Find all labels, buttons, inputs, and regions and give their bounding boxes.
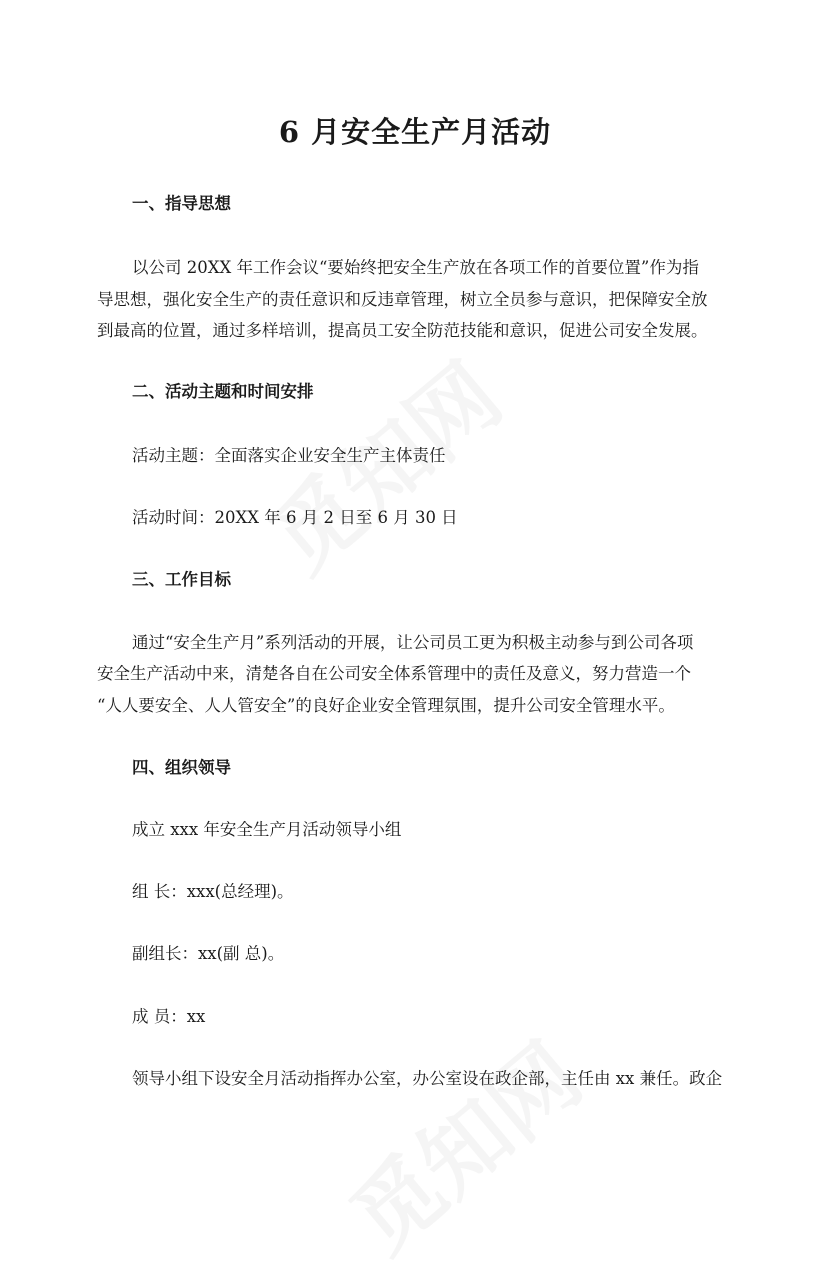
document-title: 6 月安全生产月活动 [278,115,552,149]
paragraph-line: 到最高的位置，通过多样培训，提高员工安全防范技能和意识，促进公司安全发展。 [97,321,708,340]
section-heading-guiding-ideology: 一、指导思想 [132,194,231,213]
activity-time: 活动时间：20XX 年 6 月 2 日至 6 月 30 日 [132,508,458,527]
paragraph-line: 导思想，强化安全生产的责任意识和反违章管理，树立全员参与意识，把保障安全放 [97,290,708,309]
group-members: 成 员：xx [132,1007,206,1026]
paragraph-line: 通过“安全生产月”系列活动的开展，让公司员工更为积极主动参与到公司各项 [132,633,694,652]
paragraph-line: 以公司 20XX 年工作会议“要始终把安全生产放在各项工作的首要位置”作为指 [132,258,699,277]
section-heading-work-goals: 三、工作目标 [132,570,231,589]
section-heading-theme-and-schedule: 二、活动主题和时间安排 [132,382,314,401]
deputy-group-leader: 副组长：xx(副 总)。 [132,944,285,963]
paragraph-line: “人人要安全、人人管安全”的良好企业安全管理氛围，提升公司安全管理水平。 [97,696,675,715]
watermark [320,1010,603,1276]
paragraph-line: 领导小组下设安全月活动指挥办公室，办公室设在政企部，主任由 xx 兼任。政企 [132,1069,723,1088]
section-heading-organization-leadership: 四、组织领导 [132,758,231,777]
activity-theme: 活动主题：全面落实企业安全生产主体责任 [132,446,446,465]
leading-group-statement: 成立 xxx 年安全生产月活动领导小组 [132,820,402,839]
paragraph-line: 安全生产活动中来，清楚各自在公司安全体系管理中的责任及意义，努力营造一个 [97,664,691,683]
group-leader: 组 长：xxx(总经理)。 [132,882,294,901]
